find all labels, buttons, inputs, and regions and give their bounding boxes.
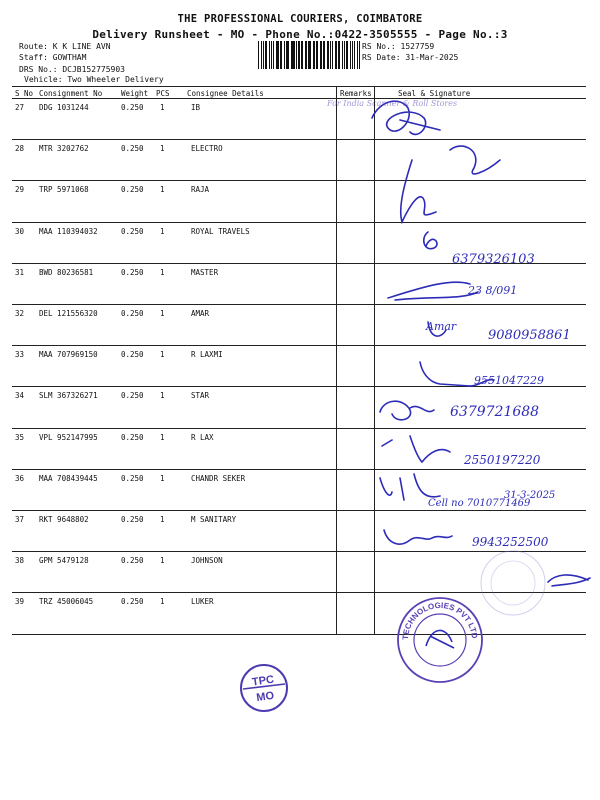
barcode-bar xyxy=(296,41,297,69)
table-row xyxy=(0,99,600,140)
barcode-bar xyxy=(280,41,282,69)
barcode-bar xyxy=(263,41,264,69)
row-sno: 29 xyxy=(15,185,25,195)
row-pcs: 1 xyxy=(160,267,165,277)
row-weight: 0.250 xyxy=(121,226,144,236)
row-consignee: M SANITARY xyxy=(191,515,237,524)
row-pcs: 1 xyxy=(160,556,165,566)
barcode-bar xyxy=(324,41,325,69)
row-sno: 33 xyxy=(15,350,25,360)
barcode-bar xyxy=(338,41,339,69)
col-consignment: Consignment No xyxy=(39,89,103,98)
barcode-bar xyxy=(327,41,329,69)
phone-row34: 6379721688 xyxy=(450,404,540,420)
col-weight: Weight xyxy=(121,89,149,98)
row-weight: 0.250 xyxy=(121,185,144,195)
row-consignee: ELECTRO xyxy=(191,144,223,154)
seal-text: TECHNOLOGIES PVT LTD xyxy=(400,600,480,641)
company-title: THE PROFESSIONAL COURIERS, COIMBATORE xyxy=(177,13,423,25)
row-consignment-no: GPM 5479128 xyxy=(39,556,89,566)
row-pcs: 1 xyxy=(160,473,165,483)
staff-label: Staff: GOWTHAM xyxy=(19,53,87,62)
tpc-stamp-top: TPC xyxy=(251,673,275,689)
barcode-bar xyxy=(276,41,277,69)
row-weight: 0.250 xyxy=(121,556,144,566)
barcode-bar xyxy=(287,41,288,69)
col-sno: S No xyxy=(15,89,34,98)
row-sno: 31 xyxy=(15,267,25,277)
row-weight: 0.250 xyxy=(121,432,144,442)
barcode-bar xyxy=(317,41,318,69)
barcode-bar xyxy=(346,41,348,69)
row-sno: 35 xyxy=(15,432,25,442)
name-row32: Amar xyxy=(426,320,457,333)
table-top-rule xyxy=(12,86,586,87)
rs-number: RS No.: 1527759 xyxy=(362,42,435,51)
row-consignment-no: TRZ 45006045 xyxy=(39,597,94,607)
company-seal xyxy=(396,596,484,684)
row-sno: 38 xyxy=(15,556,25,566)
barcode-bar xyxy=(335,41,336,69)
barcode-bar xyxy=(332,41,333,69)
table-row xyxy=(0,470,600,511)
note-row33: 9551047229 xyxy=(474,374,544,387)
row-consignee: JOHNSON xyxy=(191,556,223,566)
row-pcs: 1 xyxy=(160,103,165,112)
row-consignee: STAR xyxy=(191,391,210,401)
barcode-bar xyxy=(271,41,272,69)
barcode-bar xyxy=(265,41,267,69)
row-sno: 28 xyxy=(15,144,25,154)
row-sno: 36 xyxy=(15,473,25,483)
barcode-bar xyxy=(284,41,285,69)
col-seal-signature: Seal & Signature xyxy=(398,89,471,98)
table-row xyxy=(0,346,600,387)
col-remarks: Remarks xyxy=(340,89,372,98)
row-consignment-no: DEL 121556320 xyxy=(39,309,98,318)
row-weight: 0.250 xyxy=(121,309,144,318)
row-consignment-no: MAA 110394032 xyxy=(39,226,98,236)
row-sno: 37 xyxy=(15,515,25,524)
barcode-bar xyxy=(316,41,317,69)
row-weight: 0.250 xyxy=(121,515,144,524)
table-row xyxy=(0,305,600,346)
barcode-bar xyxy=(292,41,294,69)
row-consignee: AMAR xyxy=(191,309,210,318)
phone-row37: 9943252500 xyxy=(472,535,549,549)
barcode-bar xyxy=(342,41,343,69)
drs-number: DRS No.: DCJB152775903 xyxy=(19,65,125,74)
phone-row32: 9080958861 xyxy=(488,328,571,343)
row-weight: 0.250 xyxy=(121,144,144,154)
note-row31: 23 8/091 xyxy=(468,284,518,297)
barcode-bar xyxy=(301,41,302,69)
barcode-bar xyxy=(277,41,278,69)
row-weight: 0.250 xyxy=(121,597,144,607)
row-sno: 34 xyxy=(15,391,25,401)
barcode-bar xyxy=(352,41,353,69)
row-weight: 0.250 xyxy=(121,267,144,277)
table-row xyxy=(0,140,600,181)
row-weight: 0.250 xyxy=(121,350,144,360)
barcode-bar xyxy=(359,41,360,69)
faint-stamp xyxy=(478,548,548,618)
row-consignment-no: MAA 707969150 xyxy=(39,350,98,360)
barcode-bar xyxy=(269,41,270,69)
note-row36b: 31-3-2025 xyxy=(504,490,556,501)
row-consignment-no: VPL 952147995 xyxy=(39,432,98,442)
row-consignment-no: RKT 9648802 xyxy=(39,515,89,524)
row-sno: 30 xyxy=(15,226,25,236)
barcode-bar xyxy=(344,41,345,69)
runsheet-subtitle: Delivery Runsheet - MO - Phone No.:0422-3505555 - Page No.:3 xyxy=(92,28,508,41)
barcode-bar xyxy=(330,41,331,69)
row-consignment-no: MTR 3202762 xyxy=(39,144,89,154)
row-consignee: ROYAL TRAVELS xyxy=(191,226,250,236)
row-consignee: RAJA xyxy=(191,185,210,195)
table-row xyxy=(0,387,600,428)
row-consignee: R LAXMI xyxy=(191,350,223,360)
barcode-bar xyxy=(291,41,292,69)
row-sno: 39 xyxy=(15,597,25,607)
row-consignee: LUKER xyxy=(191,597,214,607)
barcode-bar xyxy=(302,41,303,69)
row-pcs: 1 xyxy=(160,432,165,442)
phone-row35: 2550197220 xyxy=(464,453,541,467)
row-pcs: 1 xyxy=(160,350,165,360)
row-pcs: 1 xyxy=(160,144,165,154)
row-consignment-no: TRP 5971068 xyxy=(39,185,89,195)
row-sno: 32 xyxy=(15,309,25,318)
phone-row30: 6379326103 xyxy=(452,252,535,267)
row-pcs: 1 xyxy=(160,597,165,607)
row-consignee: CHANDR SEKER xyxy=(191,473,246,483)
barcode-bar xyxy=(354,41,355,69)
row-weight: 0.250 xyxy=(121,473,144,483)
route-label: Route: K K LINE AVN xyxy=(19,42,111,51)
barcode-bar xyxy=(357,41,358,69)
barcode-bar xyxy=(258,41,259,69)
table-row xyxy=(0,264,600,305)
row-pcs: 1 xyxy=(160,309,165,318)
barcode-bar xyxy=(339,41,340,69)
row-weight: 0.250 xyxy=(121,103,144,112)
row-pcs: 1 xyxy=(160,226,165,236)
barcode-bar xyxy=(286,41,287,69)
vehicle-label: Vehicle: Two Wheeler Delivery xyxy=(24,75,164,84)
col-pcs: PCS xyxy=(156,89,170,98)
row-pcs: 1 xyxy=(160,185,165,195)
table-row xyxy=(0,223,600,264)
barcode-bar xyxy=(305,41,306,69)
barcode-bar xyxy=(323,41,324,69)
barcode-bar xyxy=(261,41,262,69)
row-consignment-no: MAA 708439445 xyxy=(39,473,98,483)
stamp-text-row27: For India Scanner & Roll Stores xyxy=(327,99,458,108)
row-consignee: IB xyxy=(191,103,201,112)
barcode-bar xyxy=(350,41,351,69)
row-consignment-no: DDG 1031244 xyxy=(39,103,89,112)
table-row xyxy=(0,181,600,222)
barcode-bar xyxy=(320,41,321,69)
note-row36a: Cell no 7010771469 xyxy=(428,498,531,509)
table-row xyxy=(0,429,600,470)
row-pcs: 1 xyxy=(160,515,165,524)
row-pcs: 1 xyxy=(160,391,165,401)
rs-date: RS Date: 31-Mar-2025 xyxy=(362,53,459,62)
row-sno: 27 xyxy=(15,103,25,112)
row-consignee: MASTER xyxy=(191,267,219,277)
row-consignment-no: BWD 80236581 xyxy=(39,267,94,277)
barcode-bar xyxy=(273,41,274,69)
barcode xyxy=(258,41,361,69)
tpc-mo-stamp xyxy=(239,663,289,713)
barcode-bar xyxy=(313,41,314,69)
svg-text:TECHNOLOGIES PVT LTD xyxy=(401,601,479,640)
barcode-bar xyxy=(308,41,309,69)
barcode-bar xyxy=(298,41,299,69)
row-consignment-no: SLM 367326271 xyxy=(39,391,98,401)
row-consignee: R LAX xyxy=(191,432,214,442)
col-consignee: Consignee Details xyxy=(187,89,264,98)
table-row xyxy=(0,511,600,552)
row-weight: 0.250 xyxy=(121,391,144,401)
tpc-stamp-bottom: MO xyxy=(255,689,275,705)
barcode-bar xyxy=(309,41,311,69)
